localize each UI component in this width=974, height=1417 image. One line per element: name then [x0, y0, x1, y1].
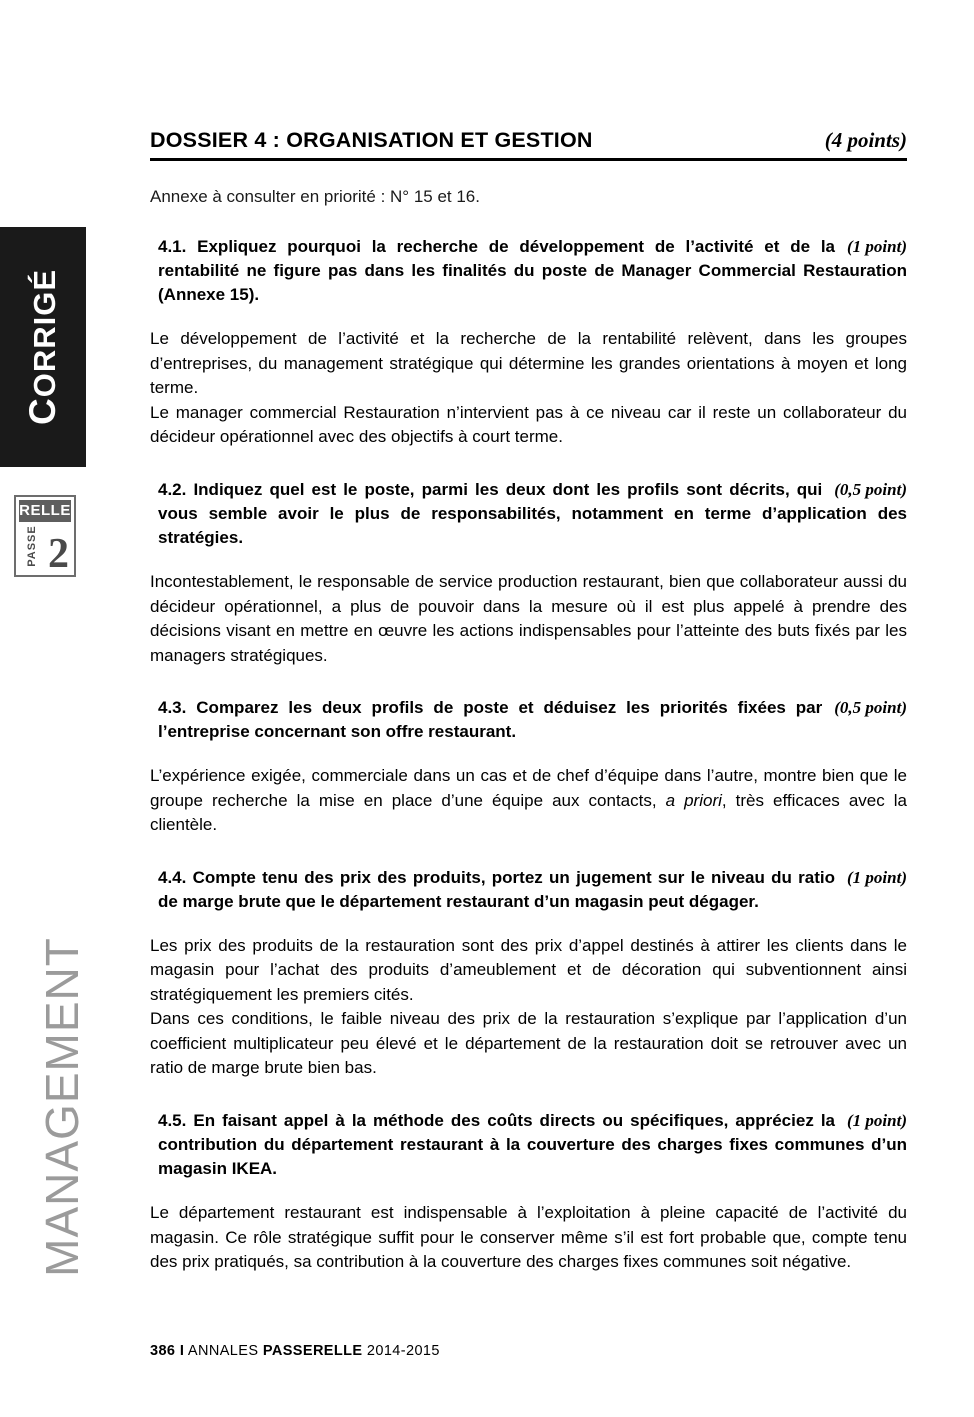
footer-separator: I [179, 1343, 185, 1359]
answer-block [150, 570, 907, 668]
corrige-tab [0, 227, 86, 467]
answer-paragraph: L’expérience exigée, commerciale dans un cas et de chef d’équipe dans l’autre, montre bien que le groupe recherche la mise en place d’une équipe aux contacts, a priori, très efficaces avec la clientèle. [150, 766, 907, 835]
dossier-points: (4 points) [824, 128, 907, 152]
passerelle-logo [14, 495, 76, 577]
question-points: (1 point) [847, 867, 907, 887]
question-points: (1 point) [847, 1110, 907, 1130]
question-statement: 4.5. En faisant appel à la méthode des coûts directs ou spécifiques, appréciez la contribution du département restaurant à la couverture des charges fixes communes d’un magasin IKEA. [158, 1110, 907, 1178]
answer-block [150, 327, 907, 449]
question-statement: 4.4. Compte tenu des prix des produits, portez un jugement sur le niveau du ratio de marge brute que le département restaurant d’un magasin peut dégager. [158, 867, 836, 911]
question-points: (1 point) [847, 237, 907, 256]
question-block [150, 696, 907, 744]
dossier-header [150, 128, 907, 161]
footer-brand: PASSERELLE [262, 1343, 363, 1359]
question-text [158, 478, 907, 550]
question-text [158, 696, 907, 744]
question-points: (0,5 point) [834, 697, 907, 717]
question-block [150, 866, 907, 914]
question-block [150, 478, 907, 550]
corrige-label: CORRIGÉ [22, 268, 63, 426]
page-title: DOSSIER 4 : ORGANISATION ET GESTION [150, 128, 593, 152]
question-block [150, 1109, 907, 1181]
answer-block [150, 1201, 907, 1274]
answer-paragraph: Dans ces conditions, le faible niveau des prix de la restauration s’explique par l’application d’un coefficient multiplicateur peu élevé et le département de la restauration doit se retrouver avec un ratio de marge brute bien bas. [150, 1009, 907, 1078]
answer-paragraph: Les prix des produits de la restauration sont des prix d’appel destinés à attirer les clients dans le magasin pour l’achat des produits d’ameublement et de décoration qui subventionnent ainsi stratégiquement les premiers cités. [150, 935, 907, 1004]
question-statement: 4.3. Comparez les deux profils de poste et déduisez les priorités fixées par l’entreprise concernant son offre restaurant. [158, 697, 823, 742]
answer-paragraph: Le département restaurant est indispensable à l’exploitation à pleine capacité de l’activité du magasin. Ce rôle stratégique suffit pour le conserver même s’il est fort probable que, compte tenu des prix pratiqués, sa contribution à la couverture des charges fixes communes soit négative. [150, 1203, 907, 1271]
footer-page-number: 386 [150, 1343, 176, 1359]
answer-block [150, 764, 907, 837]
footer-annales: ANNALES [187, 1343, 259, 1359]
logo-vertical-text: PASSE [26, 525, 38, 567]
answer-paragraph: Le développement de l’activité et la recherche de la rentabilité relèvent, dans les groupes d’entreprises, du management stratégique qui détermine les grandes orientations à moyen et long terme. [150, 329, 907, 398]
question-points: (0,5 point) [834, 479, 907, 499]
page-footer [150, 1343, 440, 1359]
logo-band-text: RELLE [19, 500, 71, 522]
answer-block [150, 934, 907, 1081]
question-statement: 4.1. Expliquez pourquoi la recherche de développement de l’activité et de la rentabilité ne figure pas dans les finalités du poste de Manager Commercial Restauration (Annexe 15). [158, 237, 907, 305]
question-block [150, 235, 907, 307]
subject-label: MANAGEMENT [36, 937, 88, 1277]
question-text [158, 235, 907, 307]
footer-years: 2014-2015 [366, 1343, 440, 1359]
main-content [150, 128, 907, 1274]
logo-number: 2 [48, 531, 69, 577]
question-statement: 4.2. Indiquez quel est le poste, parmi les deux dont les profils sont décrits, qui vous semble avoir le plus de responsabilités, notamment en terme d’application des stratégies. [158, 479, 907, 547]
annexe-note: Annexe à consulter en priorité : N° 15 et 16. [150, 187, 480, 206]
answer-paragraph: Incontestablement, le responsable de service production restaurant, bien que collaborateur aussi du décideur opérationnel, a plus de pouvoir dans la mesure où il est plus appelé à prendre des décisions visant en mettre en œuvre les actions indispensables pour l’atteinte des buts fixés par les managers stratégiques. [150, 572, 907, 665]
answer-paragraph: Le manager commercial Restauration n’intervient pas à ce niveau car il reste un collaborateur du décideur opérationnel avec des objectifs à court terme. [150, 402, 907, 447]
question-text [158, 1109, 907, 1181]
question-text [158, 866, 907, 914]
